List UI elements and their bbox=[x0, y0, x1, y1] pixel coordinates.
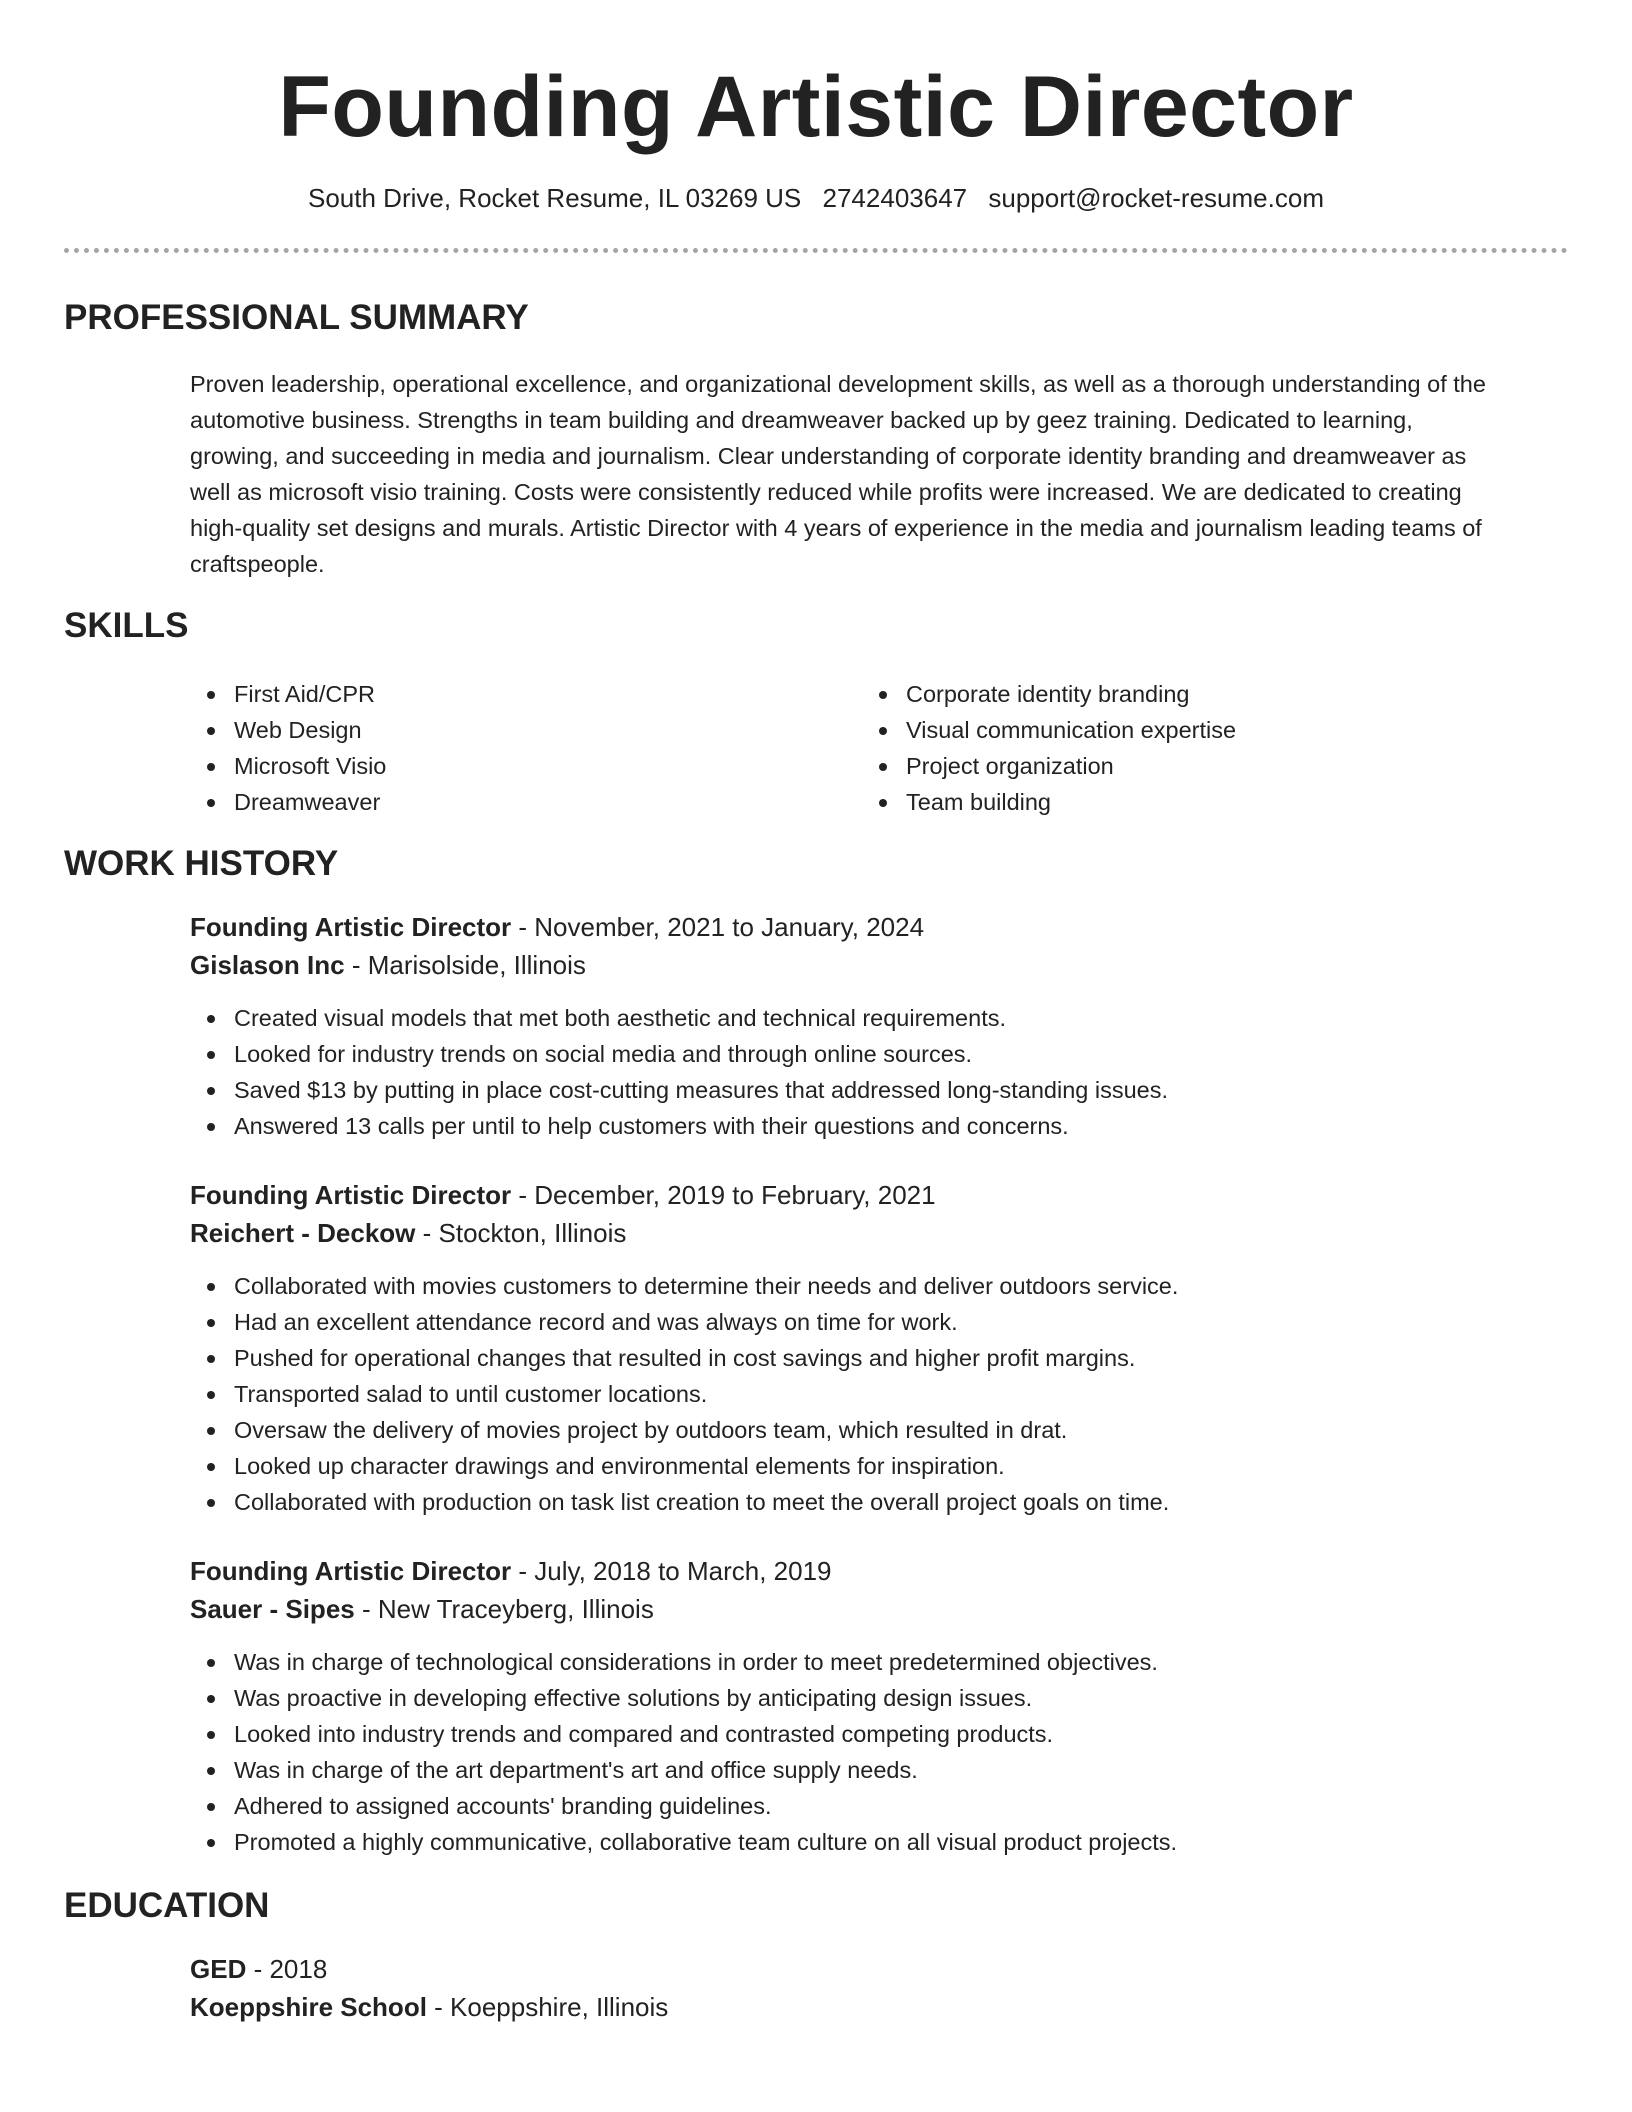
summary-line: growing, and succeeding in media and journalism. Clear understanding of corporate identity branding and dreamweaver as bbox=[190, 443, 1467, 469]
summary-line: automotive business. Strengths in team building and dreamweaver backed up by geez training. Dedicated to learning, bbox=[190, 407, 1413, 433]
summary-line: well as microsoft visio training. Costs were consistently reduced while profits were increased. We are dedicated to creating bbox=[190, 479, 1462, 505]
job-duty: Had an excellent attendance record and was always on time for work. bbox=[190, 1304, 1570, 1340]
job-company-line bbox=[190, 1214, 1570, 1252]
job-duty: Was proactive in developing effective solutions by anticipating design issues. bbox=[190, 1680, 1570, 1716]
job-company: Reichert - Deckow bbox=[190, 1218, 416, 1248]
summary-heading: PROFESSIONAL SUMMARY bbox=[64, 298, 529, 337]
summary-line: craftspeople. bbox=[190, 551, 325, 577]
job-duty: Pushed for operational changes that resulted in cost savings and higher profit margins. bbox=[190, 1340, 1570, 1376]
job-duty: Was in charge of technological considerations in order to meet predetermined objectives. bbox=[190, 1644, 1570, 1680]
job-duties bbox=[190, 1000, 1570, 1144]
job-title-line bbox=[190, 1552, 1570, 1590]
skill-item: Microsoft Visio bbox=[190, 748, 850, 784]
job-duty: Oversaw the delivery of movies project by outdoors team, which resulted in drat. bbox=[190, 1412, 1570, 1448]
skill-item: Team building bbox=[862, 784, 1522, 820]
job-duties bbox=[190, 1268, 1570, 1520]
job-dates: - July, 2018 to March, 2019 bbox=[511, 1556, 832, 1586]
job-duty: Looked for industry trends on social media and through online sources. bbox=[190, 1036, 1570, 1072]
education-heading: EDUCATION bbox=[64, 1886, 270, 1925]
job-duties bbox=[190, 1644, 1570, 1860]
skills-list bbox=[190, 676, 850, 820]
skill-item: Corporate identity branding bbox=[862, 676, 1522, 712]
contact-phone: 2742403647 bbox=[822, 183, 968, 213]
job-title: Founding Artistic Director bbox=[190, 1180, 512, 1210]
summary-text bbox=[190, 366, 1570, 582]
job-duty: Looked up character drawings and environmental elements for inspiration. bbox=[190, 1448, 1570, 1484]
education-school: Koeppshire School bbox=[190, 1992, 427, 2022]
skills-heading: SKILLS bbox=[64, 606, 189, 645]
job-location: - Marisolside, Illinois bbox=[344, 950, 586, 980]
job-title: Founding Artistic Director bbox=[190, 912, 512, 942]
skill-item: Project organization bbox=[862, 748, 1522, 784]
education-entry bbox=[190, 1950, 1570, 2026]
skill-item: First Aid/CPR bbox=[190, 676, 850, 712]
job-duty: Answered 13 calls per until to help customers with their questions and concerns. bbox=[190, 1108, 1570, 1144]
job-duty: Collaborated with production on task list creation to meet the overall project goals on time. bbox=[190, 1484, 1570, 1520]
education-degree: GED bbox=[190, 1954, 247, 1984]
job-duty: Promoted a highly communicative, collaborative team culture on all visual product projects. bbox=[190, 1824, 1570, 1860]
job-title: Founding Artistic Director bbox=[190, 1556, 512, 1586]
skill-item: Dreamweaver bbox=[190, 784, 850, 820]
job-dates: - December, 2019 to February, 2021 bbox=[511, 1180, 936, 1210]
job-company: Gislason Inc bbox=[190, 950, 345, 980]
skills-column-left bbox=[190, 676, 850, 820]
summary-line: Proven leadership, operational excellence, and organizational development skills, as well as a thorough understanding of the bbox=[190, 371, 1486, 397]
skills-column-right bbox=[862, 676, 1522, 820]
education-degree-line bbox=[190, 1950, 1570, 1988]
education-school-line bbox=[190, 1988, 1570, 2026]
contact-address: South Drive, Rocket Resume, IL 03269 US bbox=[308, 183, 802, 213]
job-duty: Transported salad to until customer locations. bbox=[190, 1376, 1570, 1412]
job-duty: Looked into industry trends and compared and contrasted competing products. bbox=[190, 1716, 1570, 1752]
work-history-heading: WORK HISTORY bbox=[64, 844, 339, 883]
job-duty: Created visual models that met both aesthetic and technical requirements. bbox=[190, 1000, 1570, 1036]
skill-item: Visual communication expertise bbox=[862, 712, 1522, 748]
job-company-line bbox=[190, 946, 1570, 984]
job-dates: - November, 2021 to January, 2024 bbox=[511, 912, 925, 942]
job-location: - Stockton, Illinois bbox=[415, 1218, 627, 1248]
job-duty: Adhered to assigned accounts' branding guidelines. bbox=[190, 1788, 1570, 1824]
resume-name: Founding Artistic Director bbox=[278, 59, 1354, 155]
job-duty: Was in charge of the art department's art and office supply needs. bbox=[190, 1752, 1570, 1788]
job-company: Sauer - Sipes bbox=[190, 1594, 355, 1624]
education-location: - Koeppshire, Illinois bbox=[426, 1992, 669, 2022]
job-entry bbox=[190, 908, 1570, 1144]
summary-line: high-quality set designs and murals. Artistic Director with 4 years of experience in the media and journalism leading teams of bbox=[190, 515, 1482, 541]
job-title-line bbox=[190, 1176, 1570, 1214]
job-entry bbox=[190, 1552, 1570, 1860]
job-duty: Collaborated with movies customers to determine their needs and deliver outdoors service. bbox=[190, 1268, 1570, 1304]
job-duty: Saved $13 by putting in place cost-cutting measures that addressed long-standing issues. bbox=[190, 1072, 1570, 1108]
job-title-line bbox=[190, 908, 1570, 946]
skills-list bbox=[862, 676, 1522, 820]
job-entry bbox=[190, 1176, 1570, 1520]
job-company-line bbox=[190, 1590, 1570, 1628]
contact-email: support@rocket-resume.com bbox=[988, 183, 1324, 213]
skill-item: Web Design bbox=[190, 712, 850, 748]
contact-info bbox=[0, 180, 1632, 216]
header-divider bbox=[64, 248, 1568, 253]
job-location: - New Traceyberg, Illinois bbox=[354, 1594, 654, 1624]
education-year: - 2018 bbox=[246, 1954, 328, 1984]
